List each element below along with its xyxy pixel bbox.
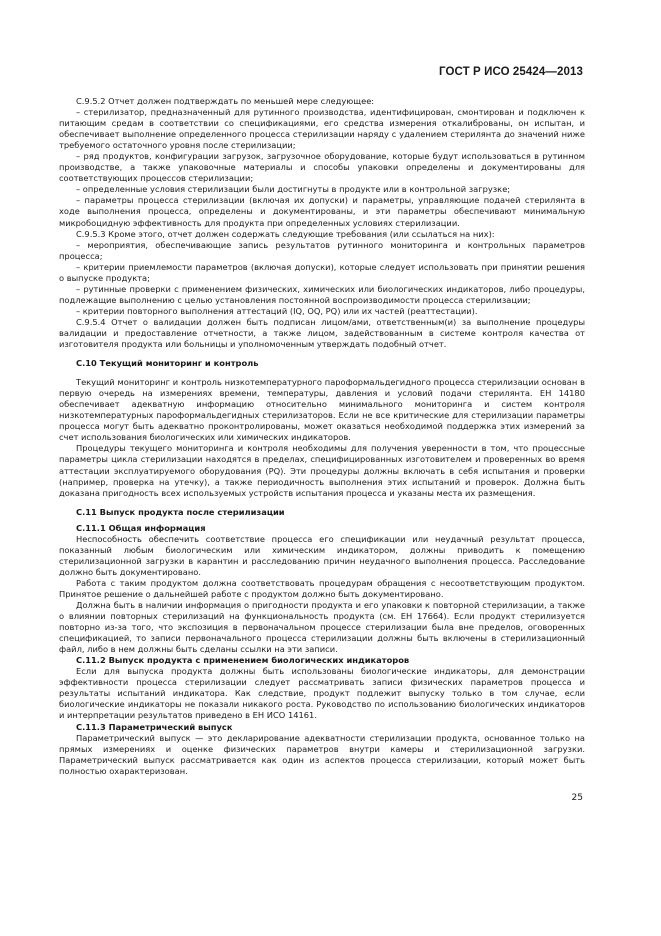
paragraph: – критерии приемлемости параметров (включая допуски), которые следует использовать при принятии решения о выпуске продукта; — [59, 261, 585, 283]
paragraph: Должна быть в наличии информация о пригодности продукта и его упаковки к повторной стерилизации, а также о влиянии повторных стерилизаций на функциональность продукта (см. ЕН 17664). Если продукт стерилизуется повторно из-за того, что экспозиция в первоначальном процессе стерилизации была вне пределов, оговоренных спецификацией, то записи первоначального процесса стерилизации должны быть включены в стерилизационный файл, либо в нем должны быть сделаны ссылки на эти записи. — [59, 600, 585, 655]
paragraph: – ряд продуктов, конфигурации загрузок, загрузочное оборудование, которые будут использоваться в рутинном производстве, а также упаковочные материалы и способы упаковки определены и документированы для соответствующих процессов стерилизации; — [59, 151, 585, 184]
paragraph: – мероприятия, обеспечивающие запись результатов рутинного мониторинга и контрольных параметров процесса; — [59, 239, 585, 261]
paragraph: – критерии повторного выполнения аттестаций (IQ, OQ, PQ) или их частей (реаттестации). — [76, 305, 478, 316]
page-number: 25 — [571, 793, 583, 803]
paragraph: C.9.5.2 Отчет должен подтверждать по меньшей мере следующее: — [76, 96, 375, 106]
spacer — [59, 369, 585, 377]
document-body — [59, 96, 585, 777]
paragraph: Параметрический выпуск — это декларирование адекватности стерилизации продукта, основанное только на прямых измерениях и оценке физических параметров внутри камеры и стерилизационной загрузки. Параметрический выпуск рассматривается как один из аспектов процесса стерилизации, который может быть полностью охарактеризован. — [59, 732, 585, 776]
paragraph: Процедуры текущего мониторинга и контроля необходимы для получения уверенности в том, что процессные параметры цикла стерилизации находятся в пределах, специфицированных изготовителем и проверенных во время аттестации эксплуатируемого оборудования (PQ). Эти процедуры должны включать в себя испытания и проверки (например, проверка на утечку), а также периодичность выполнения этих испытаний и проверок. Должна быть доказана пригодность всех используемых устройств испытания процесса и указаны места их размещения. — [59, 443, 585, 498]
paragraph: Работа с таким продуктом должна соответствовать процедурам обращения с несоответствующим продуктом. Принятое решение о дальнейшей работе с продуктом должно быть документировано. — [59, 577, 585, 599]
paragraph: – стерилизатор, предназначенный для рутинного производства, идентифицирован, смонтирован и подключен к питающим средам в соответствии со спецификациями, его средства измерения откалиброваны, он испытан, и обеспечивает выполнение определенного процесса стерилизации наряду с удалением стерилянта до значений ниже требуемого остаточного уровня после стерилизации; — [59, 107, 585, 151]
section-heading: C.10 Текущий мониторинг и контроль — [76, 358, 259, 369]
paragraph: – определенные условия стерилизации были достигнуты в продукте или в контрольной загрузке; — [76, 184, 511, 195]
spacer — [59, 350, 585, 358]
section-heading: C.11.2 Выпуск продукта с применением биологических индикаторов — [76, 655, 410, 666]
section-heading: C.11.3 Параметрический выпуск — [76, 721, 233, 732]
spacer — [59, 499, 585, 507]
document-header: ГОСТ Р ИСО 25424—2013 — [438, 66, 583, 78]
paragraph: Если для выпуска продукта должны быть использованы биологические индикаторы, для демонстрации эффективности процесса стерилизации следует рассматривать записи физических параметров процесса и результаты испытаний индикатора. Как следствие, продукт подлежит выпуску только в том случае, если биологические индикаторы не показали никакого роста. Руководство по использованию биологических индикаторов и интерпретации результатов приведено в ЕН ИСО 14161. — [59, 666, 585, 721]
paragraph: Неспособность обеспечить соответствие процесса его спецификации или неудачный результат процесса, показанный любым биологическим или химическим индикатором, должны приводить к помещению стерилизационной загрузки в карантин и расследованию причин неудачного выполнения процесса. Расследование должно быть документировано. — [59, 533, 585, 577]
section-heading: C.11 Выпуск продукта после стерилизации — [76, 506, 285, 517]
paragraph: C.9.5.4 Отчет о валидации должен быть подписан лицом/ами, ответственным(и) за выполнение процедуры валидации и предоставление отчетности, а также лицом, задействованным в системе контроля качества от изготовителя продукта или больницы и уполномоченным утверждать подобный отчет. — [59, 316, 585, 350]
paragraph: Текущий мониторинг и контроль низкотемпературного пароформальдегидного процесса стерилизации основан в первую очередь на измерениях времени, температуры, давления и условий подачи стерилянта. ЕН 14180 обеспечивает адекватную информацию относительно минимального мониторинга и систем контроля низкотемпературных пароформальдегидных стерилизаторов. Если не все критические для стерилизации параметры процесса могут быть адекватно проконтролированы, может оказаться необходимой поддержка этих измерений за счет использования биологических или химических индикаторов. — [59, 377, 585, 443]
paragraph: C.9.5.3 Кроме этого, отчет должен содержать следующие требования (или ссылаться на них): — [76, 228, 495, 239]
section-heading: C.11.1 Общая информация — [76, 522, 206, 533]
paragraph: – параметры процесса стерилизации (включая их допуски) и параметры, управляющие подачей стерилянта в ходе выполнения процесса, определены и документированы, и эти параметры обеспечивают минимальную микробоцидную эффективность для продукта при определенных условиях стерилизации. — [59, 195, 585, 228]
paragraph: – рутинные проверки с применением физических, химических или биологических индикаторов, либо процедуры, подлежащие выполнению с целью установления постоянной воспроизводимости процесса стерилизации; — [59, 283, 585, 305]
